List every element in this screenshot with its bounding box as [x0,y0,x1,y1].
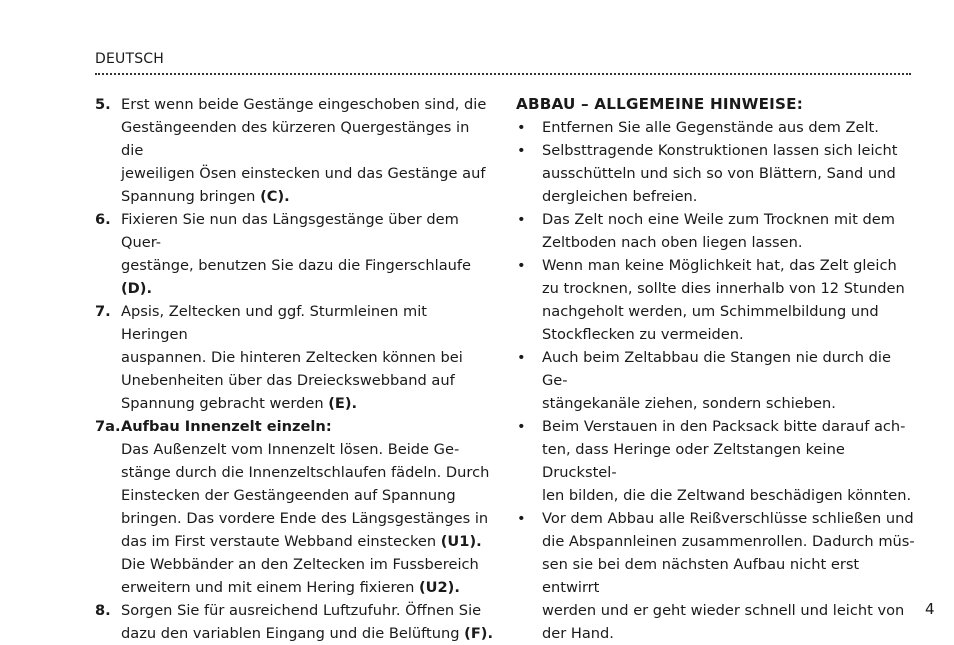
text-line: nachgeholt werden, um Schimmelbildung und [542,303,879,320]
text-line: der Hand. [542,625,614,642]
step-8 [95,599,495,645]
text-fragment: Spannung bringen [121,188,261,205]
text-line [121,576,495,599]
bullet-item [516,116,916,139]
step-subtitle: Aufbau Innenzelt einzeln: [121,418,332,435]
bullet-text [542,139,916,208]
step-7a [95,415,495,599]
text-fragment: gestänge, benutzen Sie dazu die Fingerschlaufe [121,257,472,274]
page-number: 4 [925,600,935,618]
text-line: Das Zelt noch eine Weile zum Trocknen mit dem [542,211,895,228]
text-line: Fixieren Sie nun das Längsgestänge über dem Quer- [121,211,459,251]
text-line: sen sie bei dem nächsten Aufbau nicht erst entwirrt [542,556,860,596]
text-line: Sorgen Sie für ausreichend Luftzufuhr. Öffnen Sie [121,602,482,619]
bullet-item [516,208,916,254]
bullet-item [516,346,916,415]
bullet-item [516,507,916,645]
step-number: 7a. [95,418,121,435]
text-line: Zeltboden nach oben liegen lassen. [542,234,803,251]
step-6 [95,208,495,300]
figure-reference: (U2). [419,579,460,596]
text-line: ausschütteln und sich so von Blättern, Sand und [542,165,896,182]
text-line: Apsis, Zeltecken und ggf. Sturmleinen mit Heringen [121,303,428,343]
bullet-dot-icon: • [517,119,526,136]
step-text [121,599,495,645]
text-line: Stockflecken zu vermeiden. [542,326,744,343]
bullet-dot-icon: • [517,510,526,527]
text-line: len bilden, die die Zeltwand beschädigen könnten. [542,487,912,504]
text-fragment: erweitern und mit einem Hering fixieren [121,579,419,596]
text-line: Wenn man keine Möglichkeit hat, das Zelt gleich [542,257,897,274]
text-line: stängekanäle ziehen, sondern schieben. [542,395,836,412]
text-fragment: Spannung gebracht werden [121,395,329,412]
text-line: werden und er geht wieder schnell und leicht von [542,602,905,619]
text-line [121,392,495,415]
bullet-text [542,415,916,507]
step-number: 8. [95,602,111,619]
text-line: Selbsttragende Konstruktionen lassen sich leicht [542,142,898,159]
figure-reference: (D). [121,280,152,297]
bullet-list [516,116,916,645]
text-line [121,185,495,208]
bullet-dot-icon: • [517,418,526,435]
figure-reference: (C). [260,188,290,205]
bullet-dot-icon: • [517,257,526,274]
bullet-text [542,208,916,254]
text-line: die Abspannleinen zusammenrollen. Dadurch müs- [542,533,915,550]
bullet-dot-icon: • [517,142,526,159]
dotted-divider [95,73,911,75]
bullet-text [542,254,916,346]
step-number: 7. [95,303,111,320]
text-line: Vor dem Abbau alle Reißverschlüsse schließen und [542,510,914,527]
step-number: 5. [95,96,111,113]
text-fragment: dazu den variablen Eingang und die Belüftung [121,625,465,642]
bullet-item [516,415,916,507]
text-line: Unebenheiten über das Dreieckswebband auf [121,372,455,389]
text-line: auspannen. Die hinteren Zeltecken können bei [121,349,463,366]
step-number: 6. [95,211,111,228]
text-line: Auch beim Zeltabbau die Stangen nie durch die Ge- [542,349,891,389]
text-line: Gestängeenden des kürzeren Quergestänges in die [121,119,470,159]
bullet-dot-icon: • [517,349,526,366]
text-line [121,254,495,300]
text-line: Die Webbänder an den Zeltecken im Fussbereich [121,556,479,573]
text-line: zu trocknen, sollte dies innerhalb von 12 Stunden [542,280,905,297]
language-header: DEUTSCH [95,51,165,67]
bullet-text [542,346,916,415]
text-line: Das Außenzelt vom Innenzelt lösen. Beide Ge- [121,441,460,458]
bullet-item [516,254,916,346]
figure-reference: (E). [328,395,358,412]
disassembly-notes-column [516,93,916,645]
step-text [121,300,495,415]
text-line: Erst wenn beide Gestänge eingeschoben sind, die [121,96,487,113]
text-line: dergleichen befreien. [542,188,698,205]
step-text [121,208,495,300]
text-line: jeweiligen Ösen einstecken und das Gestänge auf [121,165,486,182]
step-7 [95,300,495,415]
bullet-text [542,116,916,139]
figure-reference: (U1). [440,533,482,550]
bullet-dot-icon: • [517,211,526,228]
step-text [121,93,495,208]
text-line: stänge durch die Innenzeltschlaufen fädeln. Durch [121,464,490,481]
text-line: Einstecken der Gestängeenden auf Spannung [121,487,456,504]
text-line [121,530,495,553]
text-line: ten, dass Heringe oder Zeltstangen keine Druckstel- [542,441,845,481]
step-text [121,415,495,599]
bullet-item [516,139,916,208]
text-fragment: das im First verstaute Webband einstecken [121,533,441,550]
assembly-steps-column [95,93,495,645]
figure-reference: (F). [464,625,494,642]
section-title: ABBAU – ALLGEMEINE HINWEISE: [516,95,803,113]
text-line: Beim Verstauen in den Packsack bitte darauf ach- [542,418,906,435]
step-5 [95,93,495,208]
bullet-text [542,507,916,645]
text-line: bringen. Das vordere Ende des Längsgestänges in [121,510,489,527]
text-line: Entfernen Sie alle Gegenstände aus dem Zelt. [542,119,879,136]
